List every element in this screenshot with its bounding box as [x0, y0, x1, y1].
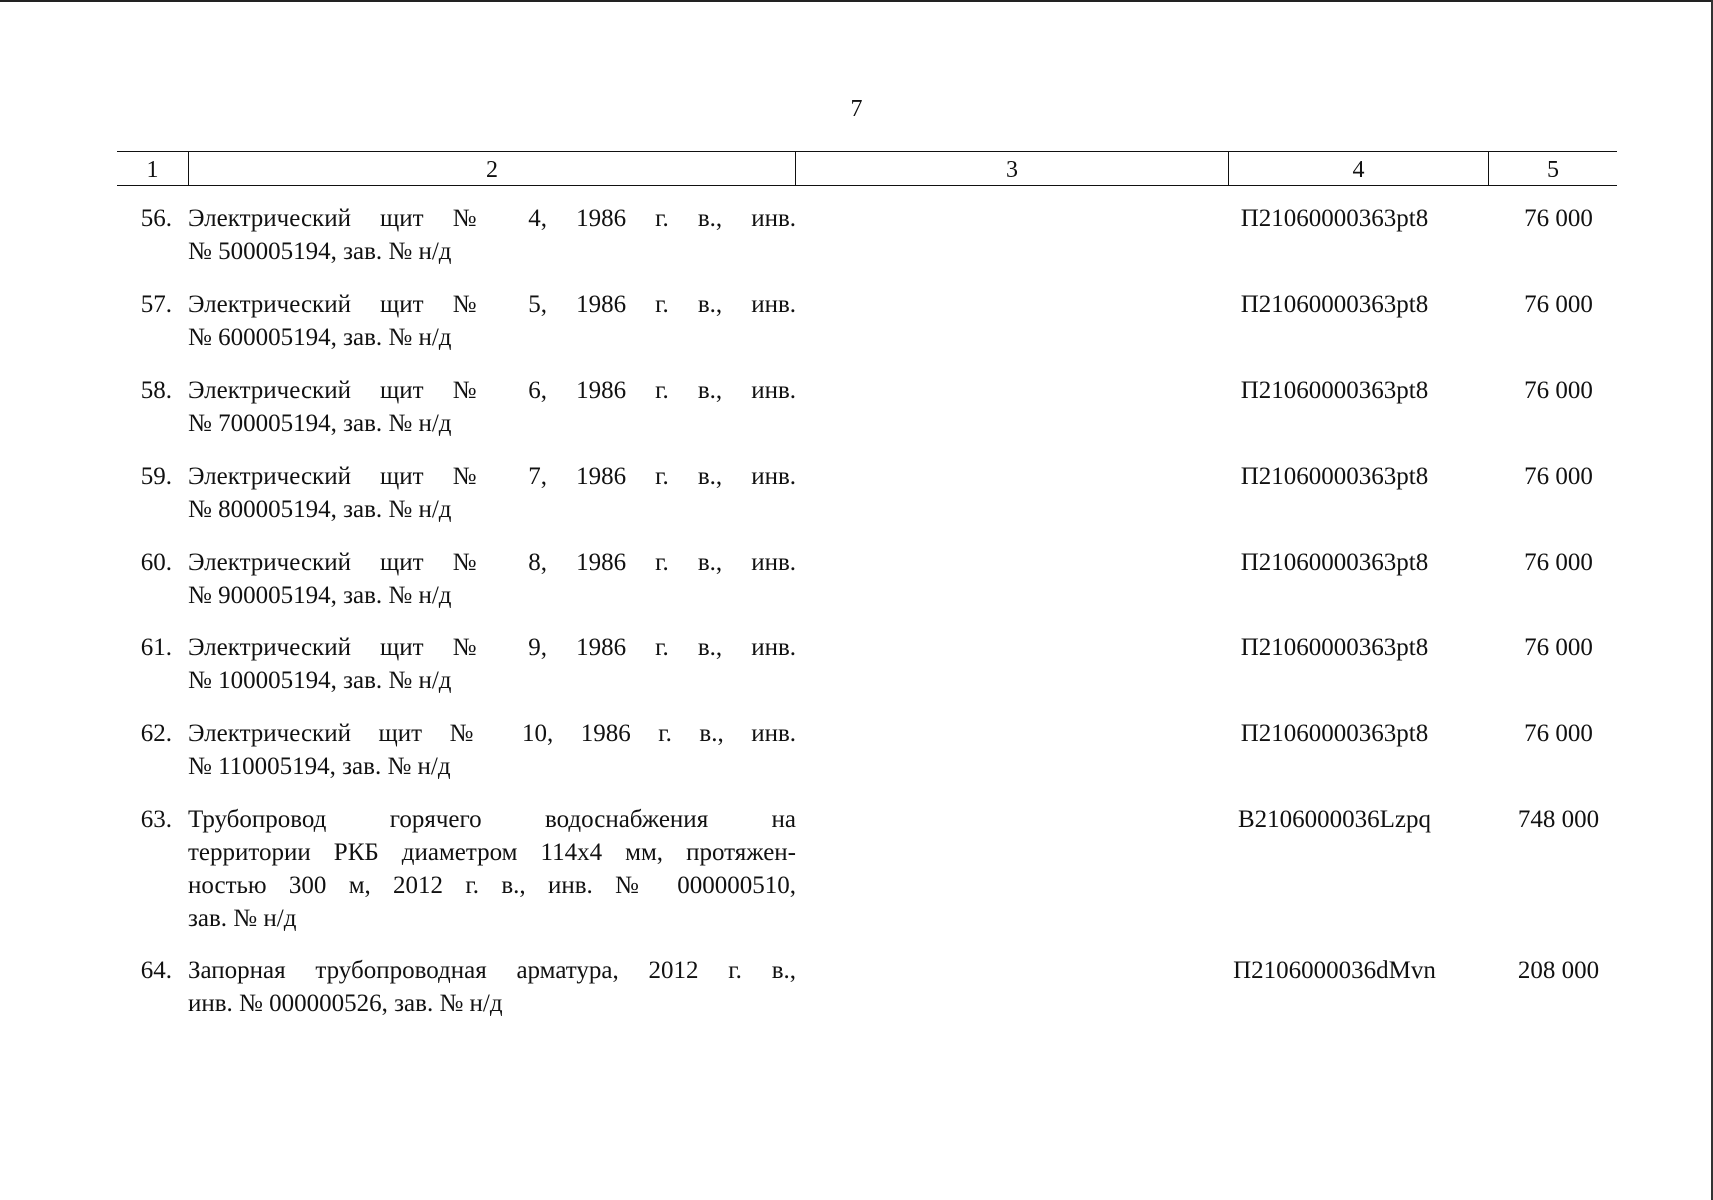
- description-line: Электрический щит № 5, 1986 г. в., инв.: [188, 291, 796, 318]
- row-price: 76 000: [1524, 720, 1593, 747]
- row-code: П21060000363pt8: [1240, 463, 1429, 490]
- row-description: [188, 631, 796, 697]
- row-price: 76 000: [1524, 463, 1593, 490]
- row-code: П21060000363pt8: [1240, 377, 1429, 404]
- description-line: инв. № 000000526, зав. № н/д: [188, 990, 503, 1017]
- description-line: Электрический щит № 7, 1986 г. в., инв.: [188, 463, 796, 490]
- row-description: [188, 954, 796, 1020]
- description-line: Электрический щит № 6, 1986 г. в., инв.: [188, 377, 796, 404]
- row-code: П21060000363pt8: [1240, 549, 1429, 576]
- row-number: 58.: [140, 377, 172, 404]
- description-line: № 100005194, зав. № н/д: [188, 667, 452, 694]
- row-description: [188, 546, 796, 612]
- row-description: [188, 717, 796, 783]
- description-line: ностью 300 м, 2012 г. в., инв. № 000000510,: [188, 872, 796, 899]
- header-col-3: 3: [795, 152, 1228, 185]
- row-number: 57.: [140, 291, 172, 318]
- header-col-4: 4: [1228, 152, 1488, 185]
- row-number: 60.: [140, 549, 172, 576]
- row-price: 208 000: [1517, 957, 1600, 984]
- row-number: 64.: [140, 957, 172, 984]
- description-line: № 600005194, зав. № н/д: [188, 324, 452, 351]
- row-description: [188, 460, 796, 526]
- row-code: П21060000363pt8: [1240, 205, 1429, 232]
- header-col-5: 5: [1488, 152, 1617, 185]
- header-col-2: 2: [188, 152, 795, 185]
- row-code: В2106000036Lzpq: [1237, 806, 1432, 833]
- description-line: Электрический щит № 10, 1986 г. в., инв.: [188, 720, 796, 747]
- description-line: Трубопровод горячего водоснабжения на: [188, 806, 796, 833]
- description-line: № 900005194, зав. № н/д: [188, 582, 452, 609]
- row-price: 76 000: [1524, 634, 1593, 661]
- description-line: зав. № н/д: [188, 905, 297, 932]
- description-line: Запорная трубопроводная арматура, 2012 г. в.,: [188, 957, 796, 984]
- row-price: 76 000: [1524, 291, 1593, 318]
- description-line: № 800005194, зав. № н/д: [188, 496, 452, 523]
- description-line: Электрический щит № 4, 1986 г. в., инв.: [188, 205, 796, 232]
- description-line: территории РКБ диаметром 114х4 мм, протяжен-: [188, 839, 796, 866]
- row-price: 748 000: [1517, 806, 1600, 833]
- description-line: Электрический щит № 9, 1986 г. в., инв.: [188, 634, 796, 661]
- row-description: [188, 288, 796, 354]
- description-line: № 110005194, зав. № н/д: [188, 753, 451, 780]
- description-line: № 700005194, зав. № н/д: [188, 410, 452, 437]
- row-description: [188, 202, 796, 268]
- table-header: [117, 151, 1617, 186]
- header-col-1: 1: [146, 157, 159, 183]
- description-line: № 500005194, зав. № н/д: [188, 238, 452, 265]
- row-price: 76 000: [1524, 377, 1593, 404]
- row-code: П2106000036dMvn: [1233, 957, 1436, 984]
- row-code: П21060000363pt8: [1240, 634, 1429, 661]
- row-number: 61.: [140, 634, 172, 661]
- row-code: П21060000363pt8: [1240, 720, 1429, 747]
- row-number: 56.: [140, 205, 172, 232]
- row-price: 76 000: [1524, 549, 1593, 576]
- row-price: 76 000: [1524, 205, 1593, 232]
- page-number: 7: [850, 96, 863, 122]
- row-description: [188, 803, 796, 935]
- row-description: [188, 374, 796, 440]
- row-number: 59.: [140, 463, 172, 490]
- description-line: Электрический щит № 8, 1986 г. в., инв.: [188, 549, 796, 576]
- row-number: 63.: [140, 806, 172, 833]
- row-code: П21060000363pt8: [1240, 291, 1429, 318]
- row-number: 62.: [140, 720, 172, 747]
- page-edge-top: [0, 0, 1713, 2]
